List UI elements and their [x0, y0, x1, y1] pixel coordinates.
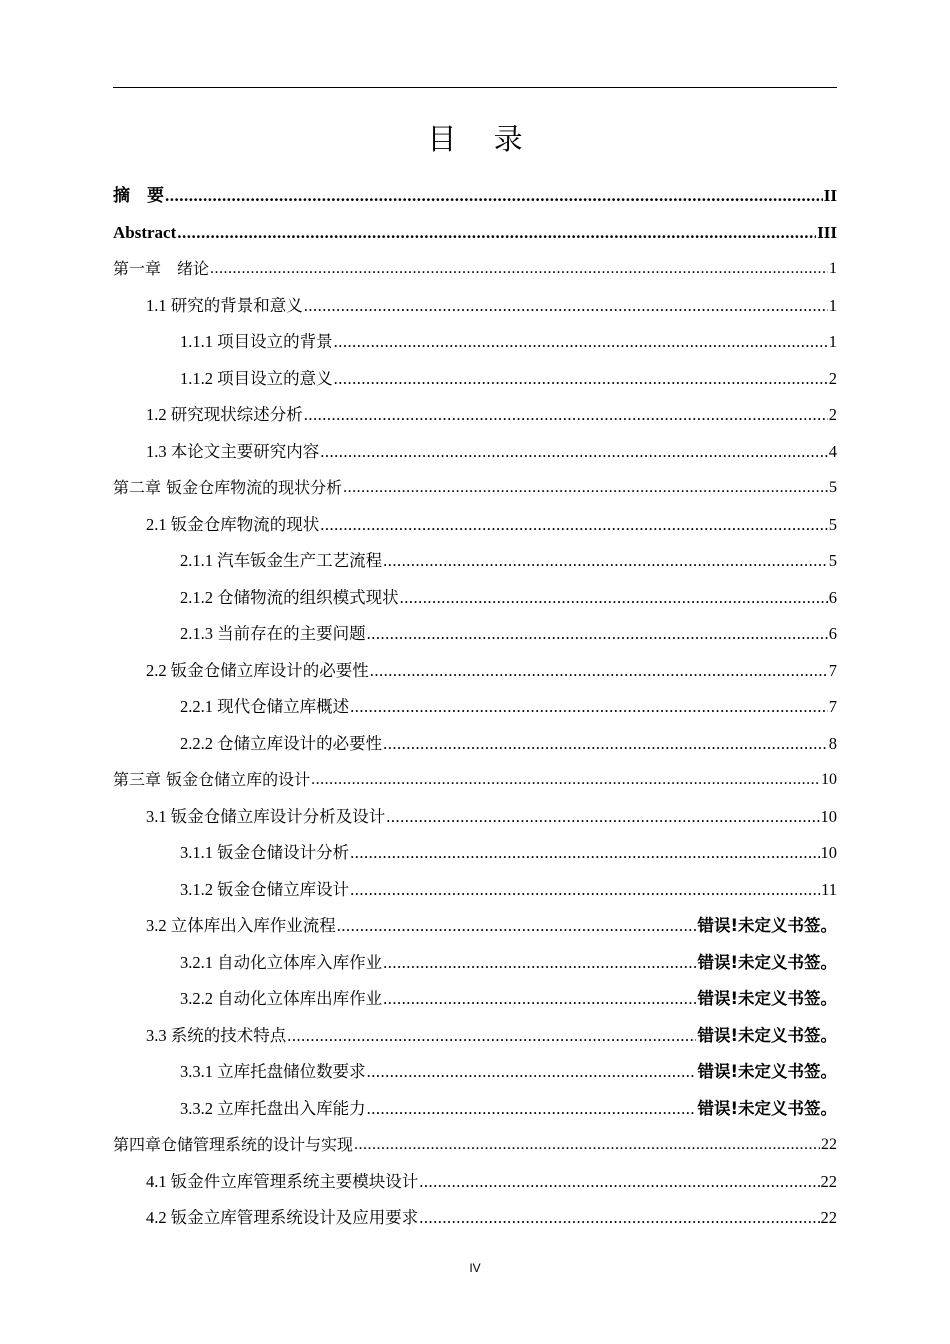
toc-leader-dots: [334, 369, 828, 389]
toc-entry-label: 2.1 钣金仓库物流的现状: [146, 515, 320, 534]
toc-entry-page: 22: [820, 1208, 837, 1227]
toc-leader-dots: [350, 880, 820, 900]
toc-entry-label: 1.1.2 项目设立的意义: [180, 369, 333, 388]
toc-entry-label: 2.1.1 汽车钣金生产工艺流程: [180, 551, 383, 570]
toc-entry-label: 2.2.2 仓储立库设计的必要性: [180, 734, 383, 753]
toc-entry-page: 10: [820, 843, 837, 862]
toc-entry-label: 2.1.2 仓储物流的组织模式现状: [180, 588, 399, 607]
toc-entry-label: 2.2 钣金仓储立库设计的必要性: [146, 661, 369, 680]
toc-entry-page: 4: [828, 442, 837, 461]
toc-entry-3-2-1[interactable]: [113, 937, 837, 973]
toc-leader-dots: [343, 478, 828, 498]
toc-leader-dots: [419, 1208, 819, 1228]
toc-entry-page: 11: [821, 880, 837, 899]
toc-entry-page: 2: [828, 369, 837, 388]
toc-entry-2-2[interactable]: [113, 645, 837, 681]
toc-entry-label: 3.1.1 钣金仓储设计分析: [180, 843, 350, 862]
toc-leader-dots: [304, 296, 828, 316]
toc-entry-1-3[interactable]: [113, 426, 837, 462]
toc-leader-dots: [337, 916, 697, 936]
toc-entry-chapter-4[interactable]: [113, 1119, 837, 1155]
toc-entry-label: 摘 要: [113, 186, 164, 205]
toc-entry-3-1-1[interactable]: [113, 827, 837, 863]
toc-entry-label: 3.1 钣金仓储立库设计分析及设计: [146, 807, 386, 826]
toc-entry-3-2[interactable]: [113, 900, 837, 936]
toc-entry-2-2-1[interactable]: [113, 681, 837, 717]
toc-entry-page: 10: [820, 807, 837, 826]
toc-leader-dots: [367, 1099, 697, 1119]
header-rule: [113, 87, 837, 88]
toc-leader-dots: [210, 259, 828, 279]
toc-title: 目 录: [427, 122, 537, 156]
toc-entry-1-2[interactable]: [113, 389, 837, 425]
toc-entry-label: 3.3.2 立库托盘出入库能力: [180, 1099, 366, 1118]
toc-entry-abstract-cn[interactable]: [113, 170, 837, 206]
toc-entry-1-1-2[interactable]: [113, 353, 837, 389]
toc-entry-label: 3.2 立体库出入库作业流程: [146, 916, 336, 935]
toc-entry-chapter-1[interactable]: [113, 243, 837, 279]
toc-entry-label: 3.3 系统的技术特点: [146, 1026, 287, 1045]
toc-leader-dots: [320, 442, 828, 462]
toc-leader-dots: [367, 1062, 697, 1082]
toc-entry-label: 4.2 钣金立库管理系统设计及应用要求: [146, 1208, 419, 1227]
toc-leader-dots: [354, 1135, 820, 1155]
toc-entry-label: 第一章 绪论: [113, 259, 210, 278]
toc-entry-label: 3.1.2 钣金仓储立库设计: [180, 880, 350, 899]
toc-entry-label: 第四章仓储管理系统的设计与实现: [113, 1135, 354, 1154]
toc-leader-dots: [304, 405, 828, 425]
toc-entry-label: 第二章 钣金仓库物流的现状分析: [113, 478, 343, 497]
toc-entry-label: 1.2 研究现状综述分析: [146, 405, 303, 424]
toc-entry-page: 1: [828, 296, 837, 315]
toc-entry-page: 6: [828, 624, 837, 643]
toc-entry-2-2-2[interactable]: [113, 718, 837, 754]
toc-entry-label: 2.1.3 当前存在的主要问题: [180, 624, 366, 643]
toc-leader-dots: [334, 332, 828, 352]
toc-leader-dots: [370, 661, 828, 681]
toc-entry-page: 7: [828, 661, 837, 680]
toc-entry-2-1-1[interactable]: [113, 535, 837, 571]
toc-leader-dots: [350, 843, 819, 863]
toc-leader-dots: [350, 697, 828, 717]
toc-leader-dots: [311, 770, 820, 790]
page-number-footer: IV: [469, 1261, 481, 1275]
toc-entry-3-2-2[interactable]: [113, 973, 837, 1009]
toc-entry-page: 2: [828, 405, 837, 424]
toc-entry-label: 3.2.2 自动化立体库出库作业: [180, 989, 383, 1008]
toc-entry-3-1[interactable]: [113, 791, 837, 827]
toc-entry-2-1[interactable]: [113, 499, 837, 535]
toc-leader-dots: [419, 1172, 819, 1192]
toc-entry-page: 22: [821, 1136, 837, 1153]
toc-leader-dots: [320, 515, 828, 535]
toc-entry-2-1-3[interactable]: [113, 608, 837, 644]
toc-entry-page: 5: [828, 515, 837, 534]
toc-entry-page: 1: [829, 260, 837, 277]
toc-entry-label: Abstract: [113, 223, 177, 242]
toc-entry-page-error: 错误!未定义书签。: [697, 1099, 837, 1118]
toc-entry-page: 7: [828, 697, 837, 716]
toc-entry-chapter-2[interactable]: [113, 462, 837, 498]
toc-entry-abstract-en[interactable]: [113, 207, 837, 243]
toc-entry-1-1-1[interactable]: [113, 316, 837, 352]
toc-entry-label: 2.2.1 现代仓储立库概述: [180, 697, 350, 716]
toc-entry-page-error: 错误!未定义书签。: [697, 1062, 837, 1081]
toc-entry-chapter-3[interactable]: [113, 754, 837, 790]
toc-entry-label: 1.3 本论文主要研究内容: [146, 442, 320, 461]
toc-entry-label: 1.1 研究的背景和意义: [146, 296, 303, 315]
toc-entry-page-error: 错误!未定义书签。: [697, 953, 837, 972]
toc-entry-3-3[interactable]: [113, 1010, 837, 1046]
toc-entry-label: 3.3.1 立库托盘储位数要求: [180, 1062, 366, 1081]
toc-leader-dots: [287, 1026, 696, 1046]
toc-entry-3-3-1[interactable]: [113, 1046, 837, 1082]
toc-entry-3-1-2[interactable]: [113, 864, 837, 900]
toc-leader-dots: [367, 624, 828, 644]
toc-entry-label: 3.2.1 自动化立体库入库作业: [180, 953, 383, 972]
toc-entry-page: 6: [828, 588, 837, 607]
toc-entry-page-error: 错误!未定义书签。: [697, 916, 837, 935]
toc-entry-page: 8: [828, 734, 837, 753]
toc-leader-dots: [165, 186, 823, 206]
toc-leader-dots: [383, 734, 828, 754]
toc-entry-page: II: [823, 186, 837, 205]
toc-entry-page-error: 错误!未定义书签。: [697, 989, 837, 1008]
toc-entry-page: III: [817, 223, 837, 242]
toc-entry-page: 22: [820, 1172, 837, 1191]
toc-entry-page: 5: [828, 551, 837, 570]
toc-leader-dots: [383, 989, 696, 1009]
toc-entry-1-1[interactable]: [113, 280, 837, 316]
toc-entry-3-3-2[interactable]: [113, 1083, 837, 1119]
toc-entry-page: 10: [821, 771, 837, 788]
toc-entry-page: 5: [829, 479, 837, 496]
toc-entry-4-2[interactable]: [113, 1192, 837, 1228]
toc-leader-dots: [400, 588, 828, 608]
toc-leader-dots: [383, 551, 828, 571]
toc-leader-dots: [383, 953, 696, 973]
toc-entry-4-1[interactable]: [113, 1156, 837, 1192]
toc-leader-dots: [386, 807, 819, 827]
toc-entry-label: 4.1 钣金件立库管理系统主要模块设计: [146, 1172, 419, 1191]
toc-entry-label: 第三章 钣金仓储立库的设计: [113, 770, 311, 789]
toc-entry-page-error: 错误!未定义书签。: [697, 1026, 837, 1045]
toc-leader-dots: [177, 223, 816, 243]
toc-entry-page: 1: [828, 332, 837, 351]
toc-entry-2-1-2[interactable]: [113, 572, 837, 608]
toc-entry-label: 1.1.1 项目设立的背景: [180, 332, 333, 351]
